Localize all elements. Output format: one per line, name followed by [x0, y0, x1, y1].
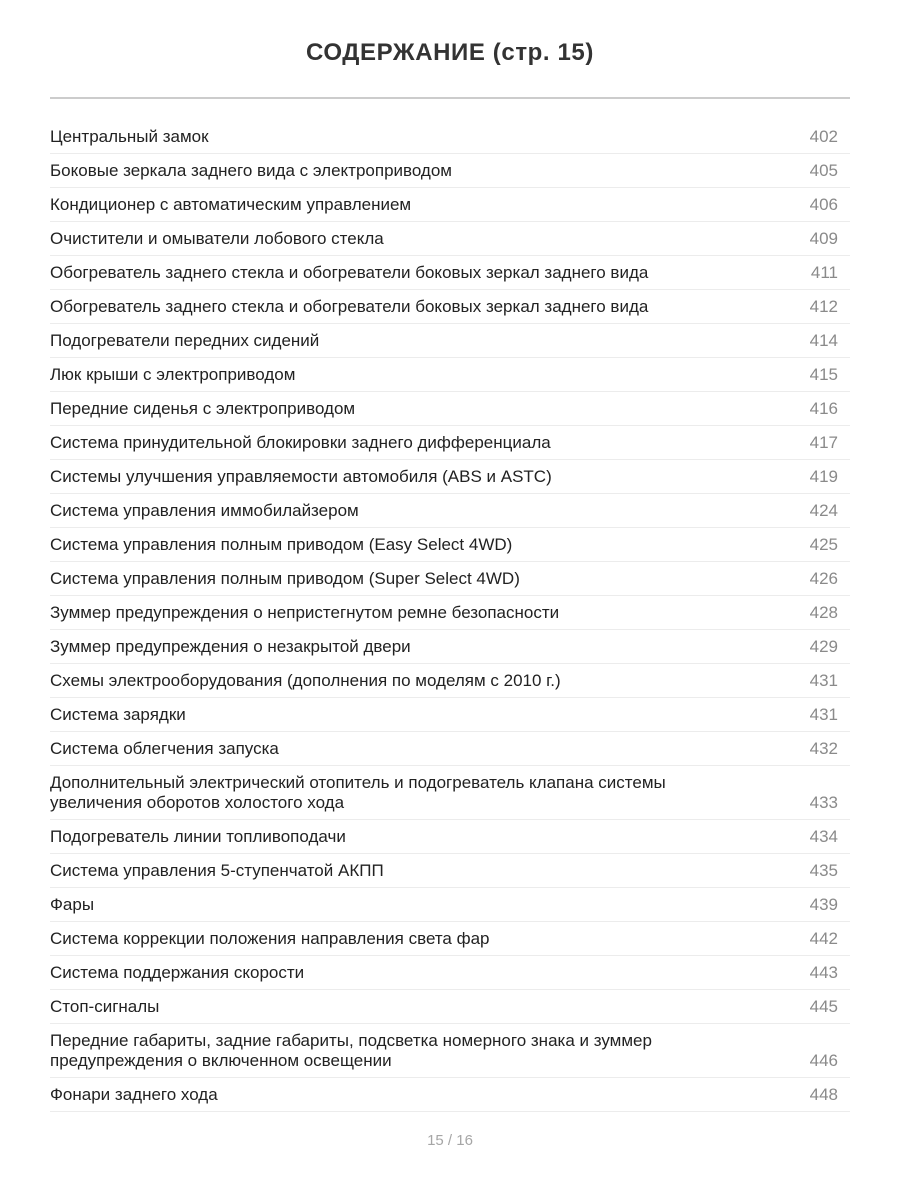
toc-row: [50, 494, 850, 528]
toc-row: [50, 888, 850, 922]
toc-row: [50, 732, 850, 766]
toc-row: [50, 820, 850, 854]
toc-entry-label: Система управления полным приводом (Super Select 4WD): [50, 568, 520, 588]
toc-entry-label: Обогреватель заднего стекла и обогреватели боковых зеркал заднего вида: [50, 296, 649, 316]
toc-row: [50, 460, 850, 494]
toc-entry-label: Передние габариты, задние габариты, подсветка номерного знака и зуммер предупреждения о включенном освещении: [50, 1030, 652, 1070]
toc-row: [50, 630, 850, 664]
toc-entry-page: 433: [809, 792, 838, 812]
toc-entry-page: 424: [809, 500, 838, 520]
toc-entry-label: Фары: [50, 894, 95, 914]
toc-entry-page: 442: [809, 928, 838, 948]
toc-entry-label: Кондиционер с автоматическим управлением: [50, 194, 412, 214]
toc-entry-label: Очистители и омыватели лобового стекла: [50, 228, 384, 248]
toc-entry-page: 414: [809, 330, 838, 350]
toc-row: [50, 120, 850, 154]
toc-row: [50, 188, 850, 222]
toc-row: [50, 596, 850, 630]
toc-entry-page: 411: [810, 262, 838, 282]
toc-row: [50, 766, 850, 820]
toc-entry-label: Обогреватель заднего стекла и обогреватели боковых зеркал заднего вида: [50, 262, 649, 282]
toc-entry-label: Дополнительный электрический отопитель и подогреватель клапана системы увеличения оборотов холостого хода: [50, 772, 666, 812]
toc-row: [50, 1024, 850, 1078]
toc-entry-page: 448: [809, 1084, 838, 1104]
toc-row: [50, 562, 850, 596]
toc-row: [50, 392, 850, 426]
toc-entry-page: 429: [809, 636, 838, 656]
toc-entry-page: 439: [809, 894, 838, 914]
toc-entry-page: 409: [809, 228, 838, 248]
toc-entry-page: 425: [809, 534, 838, 554]
toc-row: [50, 290, 850, 324]
toc-entry-page: 402: [809, 126, 838, 146]
toc-entry-label: Система облегчения запуска: [50, 738, 279, 758]
toc-entry-page: 426: [809, 568, 838, 588]
toc-row: [50, 426, 850, 460]
toc-entry-label: Фонари заднего хода: [50, 1084, 218, 1104]
toc-entry-page: 419: [809, 466, 838, 486]
toc-entry-label: Люк крыши с электроприводом: [50, 364, 296, 384]
toc-entry-page: 434: [809, 826, 838, 846]
toc-entry-label: Зуммер предупреждения о незакрытой двери: [50, 636, 411, 656]
toc-entry-label: Система управления полным приводом (Easy Select 4WD): [50, 534, 513, 554]
toc-entry-page: 415: [809, 364, 838, 384]
page-indicator: 15 / 16: [427, 1132, 473, 1149]
header-divider: [50, 97, 850, 99]
toc-entry-page: 416: [809, 398, 838, 418]
toc-entry-page: 435: [809, 860, 838, 880]
toc-entry-label: Система управления иммобилайзером: [50, 500, 359, 520]
toc-entry-page: 417: [809, 432, 838, 452]
toc-entry-label: Система принудительной блокировки заднего дифференциала: [50, 432, 551, 452]
toc-entry-label: Схемы электрооборудования (дополнения по моделям с 2010 г.): [50, 670, 561, 690]
toc-row: [50, 854, 850, 888]
toc-list: [50, 120, 850, 1112]
toc-row: [50, 1078, 850, 1112]
toc-entry-label: Зуммер предупреждения о непристегнутом ремне безопасности: [50, 602, 560, 622]
toc-row: [50, 990, 850, 1024]
toc-entry-label: Боковые зеркала заднего вида с электроприводом: [50, 160, 452, 180]
toc-entry-page: 428: [809, 602, 838, 622]
toc-entry-label: Передние сиденья с электроприводом: [50, 398, 356, 418]
toc-entry-page: 446: [809, 1050, 838, 1070]
toc-row: [50, 324, 850, 358]
toc-entry-label: Подогреватели передних сидений: [50, 330, 320, 350]
toc-row: [50, 698, 850, 732]
toc-entry-page: 412: [809, 296, 838, 316]
toc-entry-label: Центральный замок: [50, 126, 209, 146]
toc-row: [50, 922, 850, 956]
toc-entry-page: 431: [809, 670, 838, 690]
toc-entry-label: Стоп-сигналы: [50, 996, 160, 1016]
toc-row: [50, 222, 850, 256]
toc-entry-page: 432: [809, 738, 838, 758]
toc-entry-label: Подогреватель линии топливоподачи: [50, 826, 346, 846]
toc-entry-page: 445: [809, 996, 838, 1016]
toc-entry-label: Система управления 5-ступенчатой АКПП: [50, 860, 384, 880]
page-title: СОДЕРЖАНИЕ (стр. 15): [306, 39, 594, 66]
toc-entry-label: Система поддержания скорости: [50, 962, 305, 982]
toc-entry-page: 405: [809, 160, 838, 180]
toc-row: [50, 956, 850, 990]
toc-row: [50, 154, 850, 188]
toc-row: [50, 256, 850, 290]
toc-entry-page: 406: [809, 194, 838, 214]
toc-entry-page: 443: [809, 962, 838, 982]
toc-entry-label: Системы улучшения управляемости автомобиля (ABS и ASTC): [50, 466, 552, 486]
toc-row: [50, 528, 850, 562]
toc-row: [50, 664, 850, 698]
toc-entry-label: Система коррекции положения направления света фар: [50, 928, 490, 948]
toc-entry-label: Система зарядки: [50, 704, 186, 724]
toc-entry-page: 431: [809, 704, 838, 724]
toc-row: [50, 358, 850, 392]
